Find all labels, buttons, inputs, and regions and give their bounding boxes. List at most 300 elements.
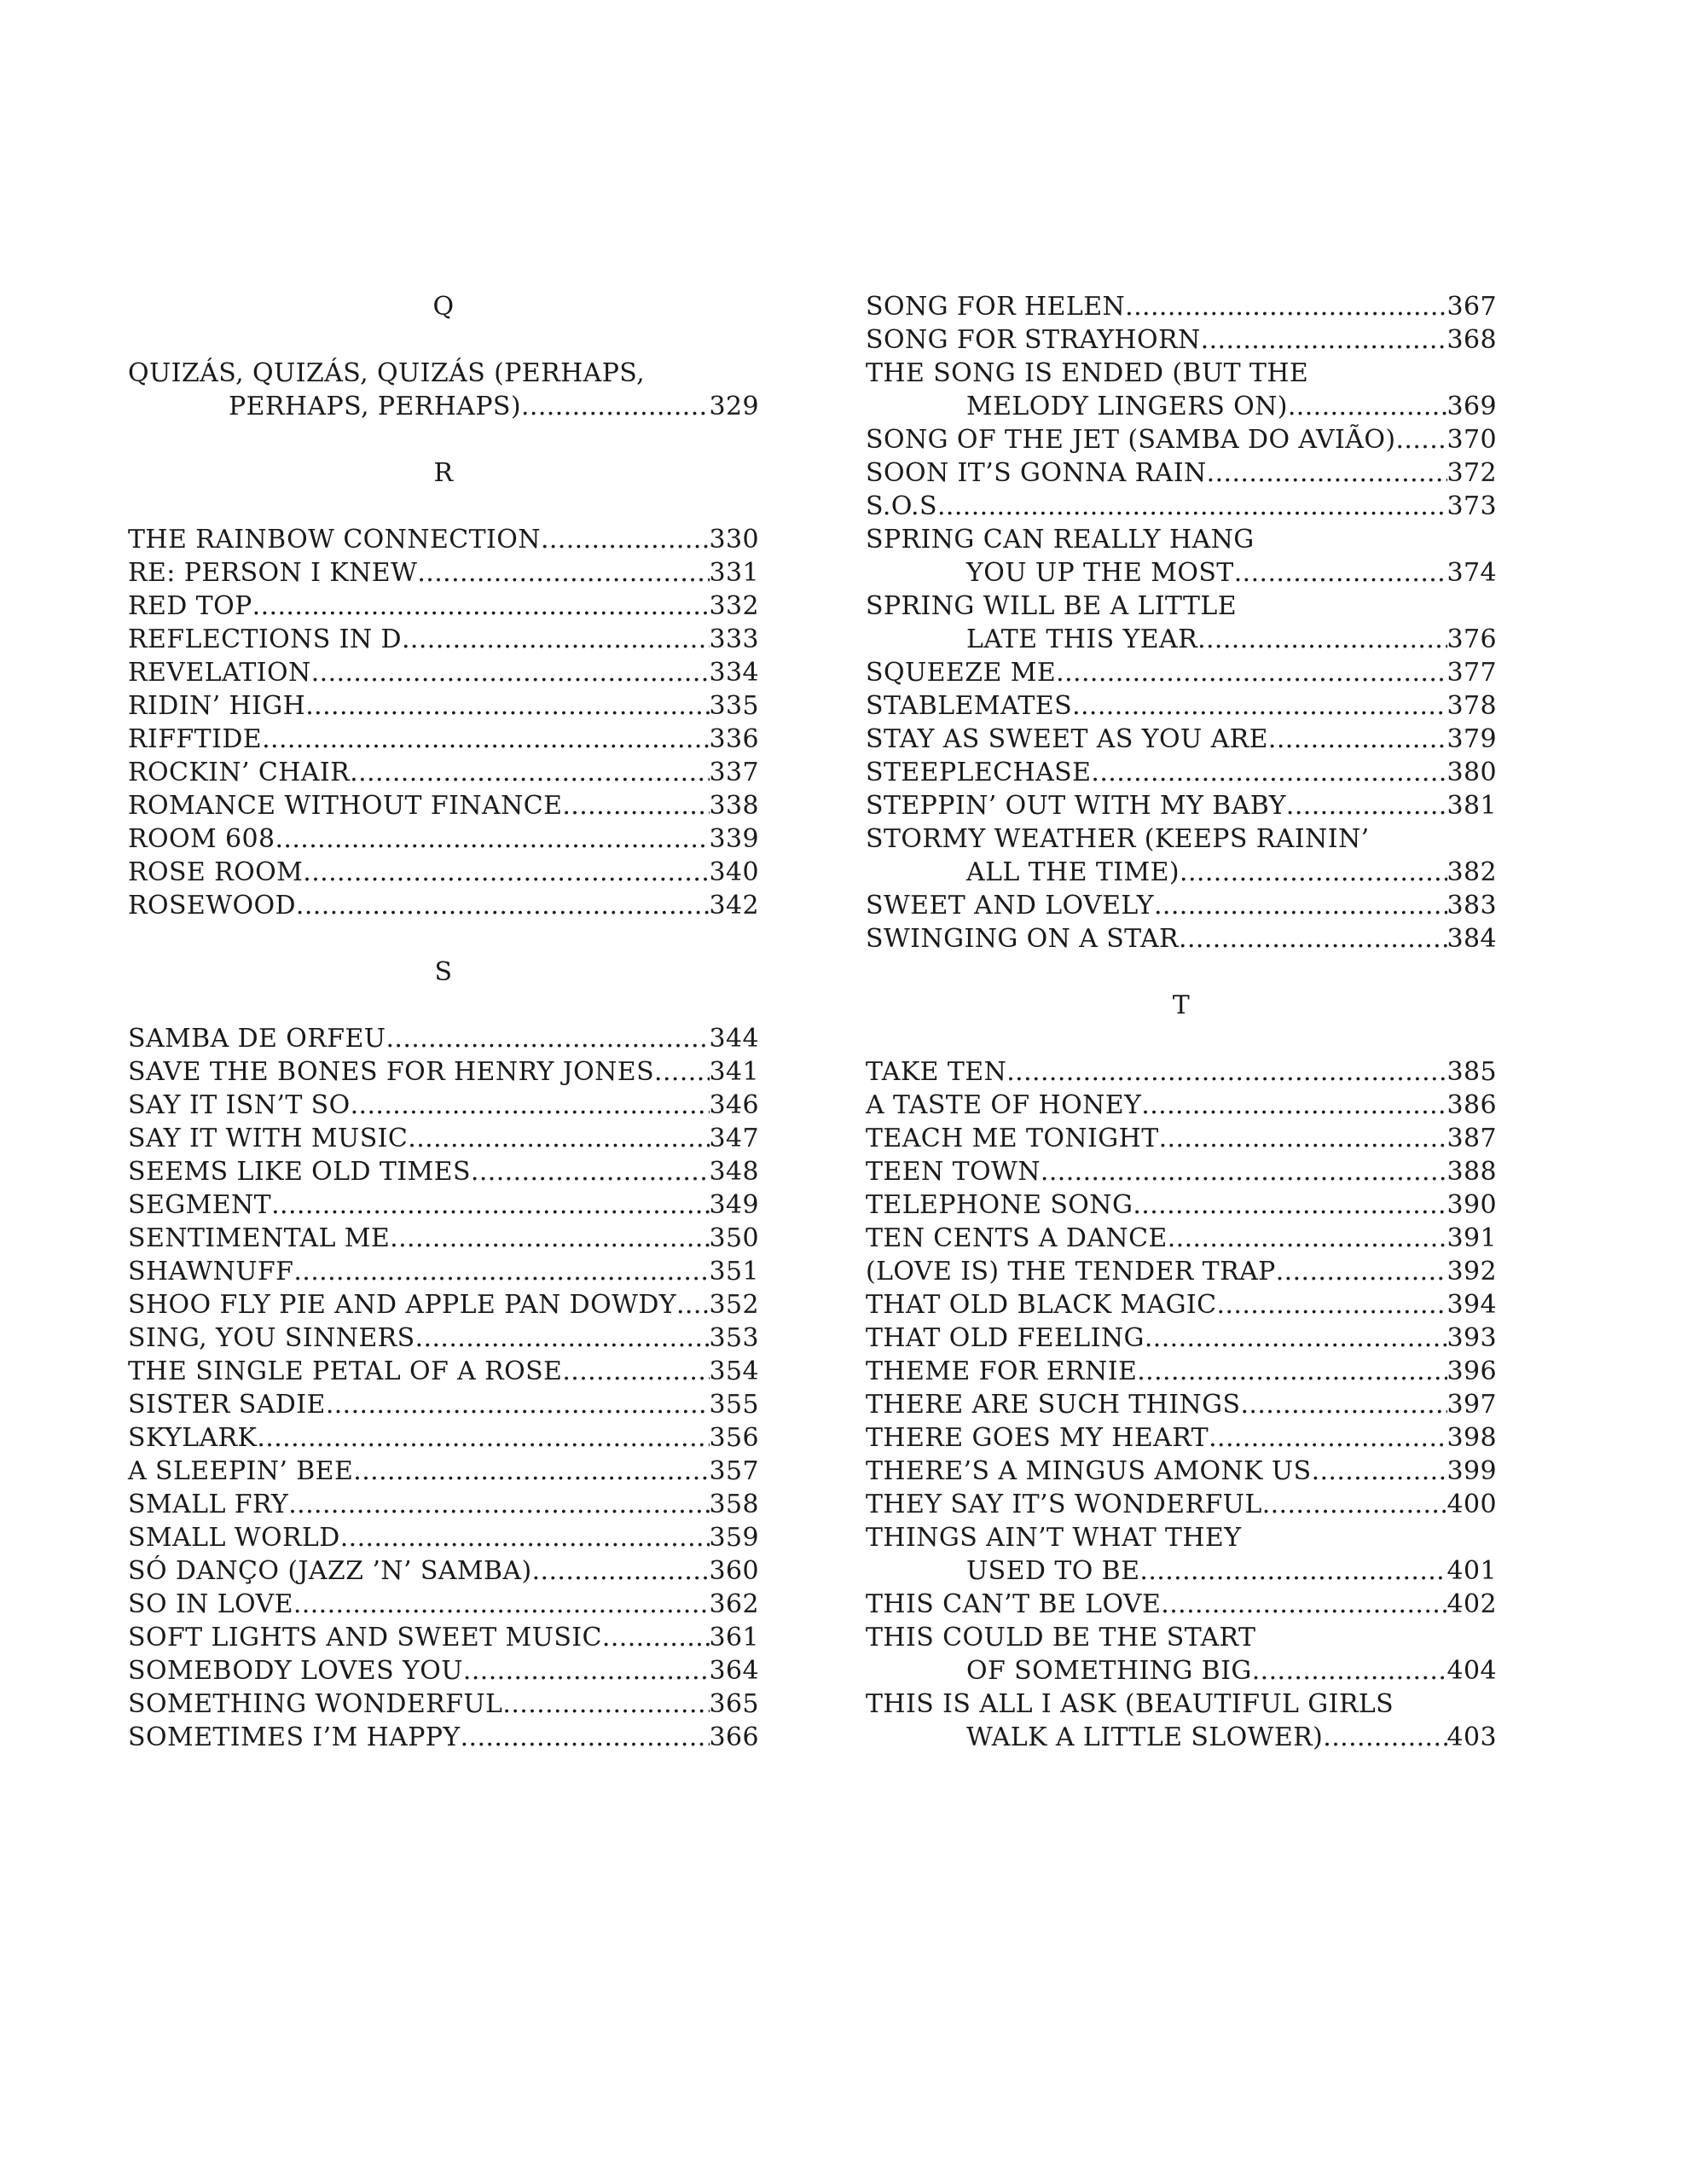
index-entry <box>866 1388 1497 1421</box>
page-number: 394 <box>1446 1290 1497 1320</box>
dot-leader <box>1217 1288 1447 1321</box>
entry-line <box>866 490 1497 523</box>
dot-leader <box>1056 656 1446 689</box>
entry-line <box>866 290 1497 323</box>
dot-leader <box>415 1321 710 1355</box>
entry-title: TAKE TEN <box>866 1057 1007 1087</box>
section-letter: R <box>433 458 454 488</box>
index-entry <box>128 1122 759 1155</box>
page-number: 344 <box>709 1024 759 1054</box>
entry-line <box>866 323 1497 357</box>
page-number: 383 <box>1446 891 1497 921</box>
page-number: 373 <box>1446 491 1497 521</box>
dot-leader <box>541 523 710 556</box>
index-entry <box>866 1089 1497 1122</box>
entry-line <box>866 922 1497 956</box>
entry-line <box>128 1421 759 1455</box>
entry-line <box>128 1155 759 1188</box>
dot-leader <box>350 756 709 789</box>
entry-title: SOMETIMES I’M HAPPY <box>128 1722 461 1752</box>
page-number: 403 <box>1446 1722 1497 1752</box>
index-entry <box>128 689 759 723</box>
index-entry <box>128 1421 759 1455</box>
dot-leader <box>1139 1554 1446 1588</box>
entry-title: THIS CAN’T BE LOVE <box>866 1589 1162 1619</box>
entry-line <box>128 1055 759 1089</box>
dot-leader <box>1209 1421 1446 1455</box>
entry-line <box>128 856 759 889</box>
index-entry <box>128 1687 759 1721</box>
entry-line <box>866 556 1497 590</box>
entry-line <box>866 1155 1497 1188</box>
dot-leader <box>1154 889 1447 922</box>
entry-line <box>866 1488 1497 1521</box>
entry-title: SÓ DANÇO (JAZZ ’N’ SAMBA) <box>128 1556 532 1586</box>
entry-title: SMALL WORLD <box>128 1523 340 1553</box>
page-number: 349 <box>709 1190 759 1220</box>
index-entry <box>866 1355 1497 1388</box>
entry-title: QUIZÁS, QUIZÁS, QUIZÁS (PERHAPS, <box>128 358 646 388</box>
page-number: 392 <box>1446 1257 1497 1287</box>
page-number: 398 <box>1446 1423 1497 1453</box>
page-number: 376 <box>1446 624 1497 654</box>
page-number: 337 <box>709 758 759 787</box>
index-entry <box>128 1321 759 1355</box>
page-number: 331 <box>709 558 759 588</box>
index-entry <box>866 1687 1497 1754</box>
entry-title-continuation: MELODY LINGERS ON) <box>966 392 1288 421</box>
index-entry <box>866 323 1497 357</box>
dot-leader <box>1041 1155 1447 1188</box>
index-entry <box>128 1488 759 1521</box>
index-entry <box>866 1188 1497 1222</box>
index-entry <box>128 1055 759 1089</box>
entry-title: SONG FOR STRAYHORN <box>866 325 1201 355</box>
entry-line <box>128 889 759 922</box>
entry-line <box>866 1055 1497 1089</box>
dot-leader <box>390 1222 709 1255</box>
page-number: 335 <box>709 691 759 721</box>
entry-line <box>866 1388 1497 1421</box>
entry-title: THAT OLD BLACK MAGIC <box>866 1290 1217 1320</box>
index-entry <box>128 1222 759 1255</box>
dot-leader <box>1141 1089 1446 1122</box>
entry-title: A TASTE OF HONEY <box>866 1090 1142 1120</box>
dot-leader <box>937 490 1447 523</box>
entry-line <box>866 789 1497 822</box>
entry-title: A SLEEPIN’ BEE <box>128 1456 354 1486</box>
entry-title: TEEN TOWN <box>866 1157 1041 1187</box>
page-number: 381 <box>1446 791 1497 821</box>
entry-title: THIS IS ALL I ASK (BEAUTIFUL GIRLS <box>866 1689 1394 1719</box>
entry-title-continuation: WALK A LITTLE SLOWER) <box>966 1722 1324 1752</box>
index-entry <box>128 1588 759 1621</box>
section-spacer <box>866 956 1497 989</box>
entry-title: THE SONG IS ENDED (BUT THE <box>866 358 1309 388</box>
entry-line <box>866 390 1497 423</box>
index-entry <box>128 1721 759 1754</box>
entry-title-continuation: USED TO BE <box>966 1556 1140 1586</box>
page-number: 338 <box>709 791 759 821</box>
index-entry <box>128 1554 759 1588</box>
index-entry <box>866 1455 1497 1488</box>
page-number: 366 <box>709 1722 759 1752</box>
entry-title: ROOM 608 <box>128 824 275 854</box>
dot-leader <box>602 1621 710 1654</box>
entry-line <box>128 590 759 623</box>
index-entry <box>128 856 759 889</box>
dot-leader <box>305 689 709 723</box>
page-number: 393 <box>1446 1323 1497 1353</box>
entry-title: RIFFTIDE <box>128 724 263 754</box>
entry-title: RE: PERSON I KNEW <box>128 558 418 588</box>
entry-title: SEEMS LIKE OLD TIMES <box>128 1157 471 1187</box>
entry-line <box>866 1721 1497 1754</box>
index-entry <box>866 723 1497 756</box>
dot-leader <box>463 1654 710 1687</box>
entry-title: SPRING WILL BE A LITTLE <box>866 591 1238 621</box>
entry-title: ROCKIN’ CHAIR <box>128 758 351 787</box>
page-number: 350 <box>709 1223 759 1253</box>
index-column-left <box>128 290 759 1754</box>
page-number: 361 <box>709 1623 759 1653</box>
page-number: 347 <box>709 1124 759 1153</box>
page-number: 334 <box>709 658 759 688</box>
index-entry <box>866 1621 1497 1687</box>
entry-line <box>128 623 759 656</box>
dot-leader <box>1180 856 1446 889</box>
index-entry <box>866 423 1497 456</box>
index-entry <box>128 723 759 756</box>
dot-leader <box>1323 1721 1446 1754</box>
entry-title: SONG OF THE JET (SAMBA DO AVIÃO) <box>866 425 1396 455</box>
index-entry <box>128 590 759 623</box>
dot-leader <box>562 789 709 822</box>
index-entry <box>128 357 759 423</box>
entry-title: SAMBA DE ORFEU <box>128 1024 386 1054</box>
entry-line <box>128 1488 759 1521</box>
entry-title-continuation: ALL THE TIME) <box>966 857 1180 887</box>
entry-title: (LOVE IS) THE TENDER TRAP <box>866 1257 1276 1287</box>
entry-title: THE RAINBOW CONNECTION <box>128 525 541 555</box>
entry-line <box>866 623 1497 656</box>
page-number: 330 <box>709 525 759 555</box>
entry-title: THERE GOES MY HEART <box>866 1423 1209 1453</box>
entry-title: STEEPLECHASE <box>866 758 1092 787</box>
dot-leader <box>1091 756 1446 789</box>
index-entry <box>128 1155 759 1188</box>
entry-line <box>866 1188 1497 1222</box>
page-number: 384 <box>1446 924 1497 954</box>
index-entry <box>866 1288 1497 1321</box>
index-entry <box>866 523 1497 590</box>
dot-leader <box>351 1089 710 1122</box>
section-spacer <box>128 490 759 523</box>
index-entry <box>866 1321 1497 1355</box>
index-entry <box>866 590 1497 656</box>
page-number: 391 <box>1446 1223 1497 1253</box>
index-entry <box>866 889 1497 922</box>
page-number: 365 <box>709 1689 759 1719</box>
entry-line <box>866 1321 1497 1355</box>
page-number: 374 <box>1446 558 1497 588</box>
index-entry <box>866 357 1497 423</box>
page-number: 396 <box>1446 1356 1497 1386</box>
section-spacer <box>128 989 759 1022</box>
entry-title: ROMANCE WITHOUT FINANCE <box>128 791 563 821</box>
entry-title: SHAWNUFF <box>128 1257 294 1287</box>
page-number: 357 <box>709 1456 759 1486</box>
dot-leader <box>293 1255 709 1288</box>
entry-title: STEPPIN’ OUT WITH MY BABY <box>866 791 1286 821</box>
entry-title-continuation: LATE THIS YEAR <box>966 624 1198 654</box>
page-number: 358 <box>709 1490 759 1519</box>
entry-title: SOMEBODY LOVES YOU <box>128 1656 463 1686</box>
dot-leader <box>1159 1122 1447 1155</box>
index-entry <box>128 1621 759 1654</box>
entry-title: SOMETHING WONDERFUL <box>128 1689 503 1719</box>
entry-title: RED TOP <box>128 591 252 621</box>
entry-line <box>128 1288 759 1321</box>
page-number: 369 <box>1446 392 1497 421</box>
dot-leader <box>1006 1055 1446 1089</box>
page-number: 352 <box>709 1290 759 1320</box>
entry-title: SONG FOR HELEN <box>866 292 1126 322</box>
entry-title: S.O.S <box>866 491 937 521</box>
entry-line <box>128 1022 759 1055</box>
entry-line <box>128 1687 759 1721</box>
index-entry <box>128 623 759 656</box>
entry-title: SAVE THE BONES FOR HENRY JONES <box>128 1057 655 1087</box>
page-number: 388 <box>1446 1157 1497 1187</box>
page-number: 380 <box>1446 758 1497 787</box>
entry-title: TELEPHONE SONG <box>866 1190 1133 1220</box>
dot-leader <box>252 590 710 623</box>
entry-line <box>128 723 759 756</box>
entry-line <box>128 1321 759 1355</box>
dot-leader <box>502 1687 709 1721</box>
entry-line <box>866 689 1497 723</box>
entry-line <box>128 523 759 556</box>
entry-line <box>128 556 759 590</box>
index-entry <box>128 1355 759 1388</box>
entry-line <box>866 1421 1497 1455</box>
page-number: 333 <box>709 624 759 654</box>
index-entry <box>866 789 1497 822</box>
index-entry <box>866 689 1497 723</box>
index-entry <box>866 656 1497 689</box>
index-entry <box>866 756 1497 789</box>
dot-leader <box>1395 423 1446 456</box>
entry-line <box>128 1455 759 1488</box>
entry-line <box>128 1222 759 1255</box>
entry-title: SISTER SADIE <box>128 1390 326 1420</box>
dot-leader <box>326 1388 710 1421</box>
page-number: 329 <box>709 392 759 421</box>
entry-line <box>128 1122 759 1155</box>
section-letter: T <box>1172 990 1191 1020</box>
entry-line <box>128 756 759 789</box>
index-entry <box>128 1455 759 1488</box>
entry-title: SAY IT WITH MUSIC <box>128 1124 409 1153</box>
page-number: 404 <box>1446 1656 1497 1686</box>
entry-title: SPRING CAN REALLY HANG <box>866 525 1255 555</box>
dot-leader <box>417 556 709 590</box>
dot-leader <box>1268 723 1447 756</box>
dot-leader <box>386 1022 709 1055</box>
page-number: 397 <box>1446 1390 1497 1420</box>
entry-line <box>128 689 759 723</box>
entry-line <box>128 656 759 689</box>
entry-line <box>866 1122 1497 1155</box>
dot-leader <box>1276 1255 1447 1288</box>
index-entry <box>866 922 1497 956</box>
index-entry <box>128 756 759 789</box>
dot-leader <box>1286 789 1447 822</box>
index-entry <box>866 1588 1497 1621</box>
page-number: 348 <box>709 1157 759 1187</box>
entry-title: ROSE ROOM <box>128 857 304 887</box>
dot-leader <box>1240 1388 1446 1421</box>
dot-leader <box>654 1055 709 1089</box>
page-number: 385 <box>1446 1057 1497 1087</box>
entry-title: SEGMENT <box>128 1190 272 1220</box>
entry-title: THAT OLD FEELING <box>866 1323 1145 1353</box>
entry-title: SQUEEZE ME <box>866 658 1057 688</box>
page-number: 378 <box>1446 691 1497 721</box>
page-number: 356 <box>709 1423 759 1453</box>
section-letter: S <box>434 957 453 987</box>
dot-leader <box>562 1355 709 1388</box>
entry-title: STAY AS SWEET AS YOU ARE <box>866 724 1268 754</box>
page-number: 372 <box>1446 458 1497 488</box>
dot-leader <box>1145 1321 1447 1355</box>
index-entry <box>128 523 759 556</box>
page-number: 386 <box>1446 1090 1497 1120</box>
index-entry <box>866 1222 1497 1255</box>
index-entry <box>866 822 1497 889</box>
entry-title: SO IN LOVE <box>128 1589 293 1619</box>
entry-line <box>866 856 1497 889</box>
dot-leader <box>471 1155 710 1188</box>
index-entry <box>128 1022 759 1055</box>
index-entry <box>866 1421 1497 1455</box>
entry-title: ROSEWOOD <box>128 891 296 921</box>
entry-line <box>866 1089 1497 1122</box>
index-entry <box>128 1388 759 1421</box>
page-number: 400 <box>1446 1490 1497 1519</box>
entry-title: SWINGING ON A STAR <box>866 924 1180 954</box>
dot-leader <box>288 1488 709 1521</box>
page-number: 355 <box>709 1390 759 1420</box>
dot-leader <box>271 1188 709 1222</box>
page-number: 346 <box>709 1090 759 1120</box>
page-number: 364 <box>709 1656 759 1686</box>
dot-leader <box>1161 1588 1446 1621</box>
dot-leader <box>340 1521 710 1554</box>
entry-title: THIS COULD BE THE START <box>866 1623 1256 1653</box>
entry-line <box>866 756 1497 789</box>
entry-title: SENTIMENTAL ME <box>128 1223 391 1253</box>
dot-leader <box>275 822 710 856</box>
section-spacer <box>128 922 759 956</box>
entry-title: STABLEMATES <box>866 691 1073 721</box>
entry-title: SOON IT’S GONNA RAIN <box>866 458 1207 488</box>
dot-leader <box>1207 456 1447 490</box>
index-entry <box>128 1188 759 1222</box>
entry-line <box>866 1554 1497 1588</box>
entry-title: SING, YOU SINNERS <box>128 1323 415 1353</box>
index-entry <box>128 1288 759 1321</box>
dot-leader <box>532 1554 710 1588</box>
dot-leader <box>402 623 710 656</box>
dot-leader <box>293 1588 710 1621</box>
index-entry <box>128 789 759 822</box>
dot-leader <box>296 889 710 922</box>
page-number: 379 <box>1446 724 1497 754</box>
entry-line <box>866 1255 1497 1288</box>
section-spacer <box>128 423 759 456</box>
index-column-right <box>866 290 1497 1754</box>
dot-leader <box>1201 323 1447 357</box>
page-number: 359 <box>709 1523 759 1553</box>
dot-leader <box>1179 922 1447 956</box>
entry-title: TEACH ME TONIGHT <box>866 1124 1159 1153</box>
dot-leader <box>257 1421 709 1455</box>
entry-line <box>128 1355 759 1388</box>
dot-leader <box>676 1288 710 1321</box>
dot-leader <box>1234 556 1447 590</box>
page-number: 351 <box>709 1257 759 1287</box>
entry-title: THE SINGLE PETAL OF A ROSE <box>128 1356 563 1386</box>
entry-title: THINGS AIN’T WHAT THEY <box>866 1523 1242 1553</box>
entry-line <box>866 1588 1497 1621</box>
entry-title-continuation: YOU UP THE MOST <box>966 558 1234 588</box>
entry-title: RIDIN’ HIGH <box>128 691 306 721</box>
index-entry <box>866 1155 1497 1188</box>
entry-line <box>866 456 1497 490</box>
entry-line <box>866 1222 1497 1255</box>
dot-leader <box>1072 689 1446 723</box>
index-entry <box>866 1521 1497 1588</box>
dot-leader <box>1168 1222 1447 1255</box>
index-entry <box>866 290 1497 323</box>
entry-title: THEME FOR ERNIE <box>866 1356 1138 1386</box>
entry-title-continuation: PERHAPS, PERHAPS) <box>229 392 521 421</box>
entry-line <box>128 1388 759 1421</box>
dot-leader <box>1312 1455 1447 1488</box>
dot-leader <box>262 723 709 756</box>
entry-line <box>866 423 1497 456</box>
entry-line <box>128 390 759 423</box>
dot-leader <box>303 856 709 889</box>
entry-title: REFLECTIONS IN D <box>128 624 402 654</box>
entry-line <box>128 1255 759 1288</box>
index-entry <box>866 1055 1497 1089</box>
entry-title: TEN CENTS A DANCE <box>866 1223 1168 1253</box>
dot-leader <box>408 1122 709 1155</box>
entry-line <box>128 1621 759 1654</box>
dot-leader <box>1125 290 1446 323</box>
index-entry <box>866 456 1497 490</box>
page-number: 368 <box>1446 325 1497 355</box>
entry-line <box>866 723 1497 756</box>
entry-title: THEY SAY IT’S WONDERFUL <box>866 1490 1262 1519</box>
page-number: 382 <box>1446 857 1497 887</box>
page-number: 339 <box>709 824 759 854</box>
index-entry <box>866 1488 1497 1521</box>
index-entry <box>128 889 759 922</box>
